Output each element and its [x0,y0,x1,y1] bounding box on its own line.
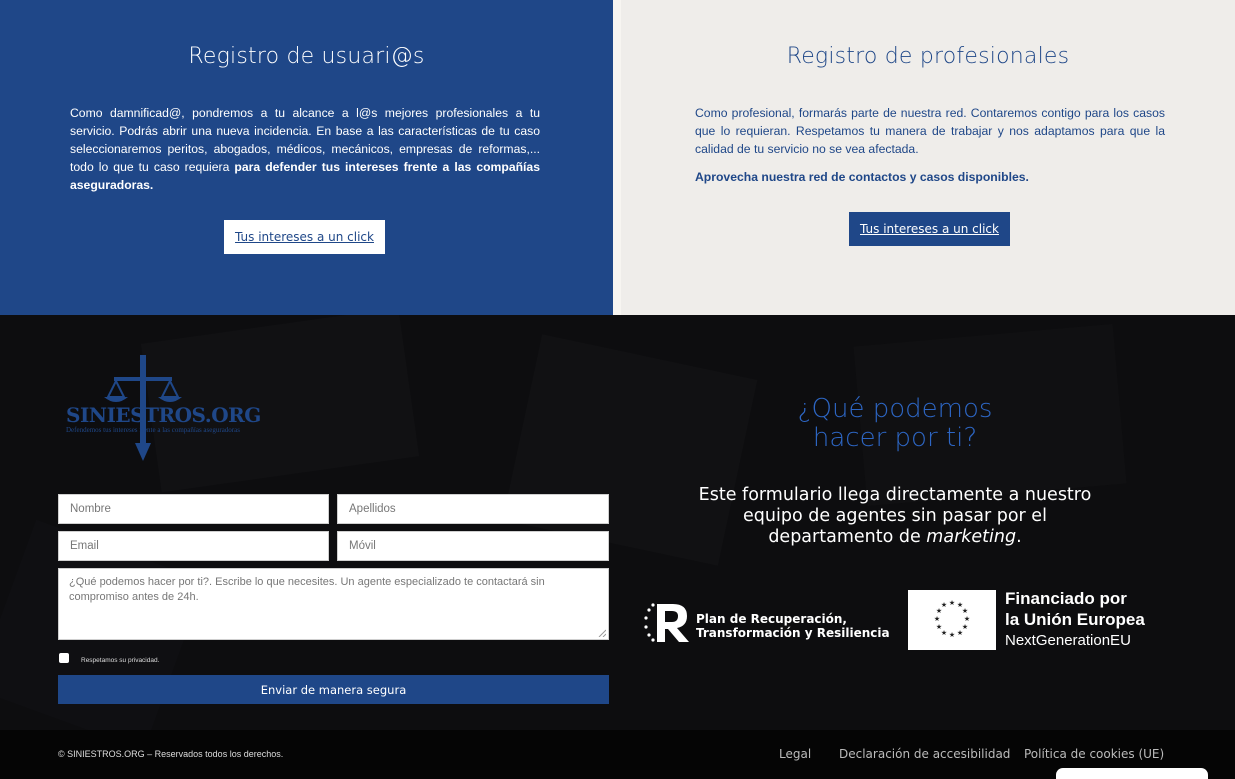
resize-handle-icon[interactable] [598,629,606,637]
contact-desc-emphasis: marketing [926,527,1017,547]
message-placeholder: ¿Qué podemos hacer por ti?. Escribe lo que necesites. Un agente especializado te contactará sin compromiso antes de 24h. [69,576,545,603]
prtr-line2: Transformación y Resiliencia [696,626,890,640]
contact-description [690,485,1100,548]
users-registration-panel [0,0,613,315]
users-panel-title: Registro de usuari@s [188,44,425,69]
svg-text:★: ★ [961,623,969,631]
contact-desc-end: . [1016,527,1022,547]
apellidos-placeholder: Apellidos [349,503,396,515]
siniestros-logo[interactable] [62,355,261,467]
movil-placeholder: Móvil [349,540,376,552]
eu-stars-icon [908,590,996,650]
submit-button[interactable]: Enviar de manera segura [58,675,609,704]
email-input[interactable] [58,531,329,561]
contact-section [0,315,1235,730]
users-panel-description [70,104,540,194]
svg-text:★: ★ [940,601,948,609]
svg-text:★: ★ [948,599,956,607]
nombre-input[interactable] [58,494,329,524]
logo-name: SINIESTROS.ORG [66,403,261,427]
privacy-label: Respetamos su privacidad. [81,657,160,664]
users-panel-body-strong: para defender tus intereses frente a las compañías aseguradoras. [70,160,540,192]
contact-desc-text: Este formulario llega directamente a nuestro equipo de agentes sin pasar por el departamento de [698,485,1092,547]
prtr-logo [643,600,890,644]
svg-text:★: ★ [948,631,956,639]
contact-title: ¿Qué podemos hacer por ti? [797,394,993,453]
footer-link-legal[interactable]: Legal [779,747,812,761]
logo-tagline: Defendemos tus intereses frente a las compañías aseguradoras [66,426,240,434]
eu-funding-text [1005,588,1145,651]
eu-line2: la Unión Europea [1005,610,1145,629]
svg-text:★: ★ [956,601,964,609]
svg-text:★: ★ [961,607,969,615]
message-textarea[interactable] [58,568,609,640]
apellidos-input[interactable] [337,494,609,524]
prtr-text [696,612,890,640]
svg-text:★: ★ [940,629,948,637]
pro-panel-title: Registro de profesionales [786,44,1070,69]
cookie-consent-tab[interactable] [1056,768,1208,779]
prtr-line1: Plan de Recuperación, [696,612,847,626]
svg-text:★: ★ [963,615,971,623]
privacy-checkbox[interactable] [59,653,69,663]
users-panel-body-text: Como damnificad@, pondremos a tu alcance a l@s mejores profesionales a tu servicio. Podrás abrir una nueva incidencia. En base a las características de tu caso seleccionaremos peritos, abogados, médicos, mecánicos, empresas de reformas,... todo lo que tu caso requiera [70,106,540,174]
email-placeholder: Email [70,540,99,552]
nombre-placeholder: Nombre [70,503,111,515]
svg-text:★: ★ [935,623,943,631]
registration-section [0,0,1235,315]
users-register-button[interactable]: Tus intereses a un click [224,220,385,254]
movil-input[interactable] [337,531,609,561]
copyright-text: © SINIESTROS.ORG – Reservados todos los derechos. [58,749,284,759]
footer [0,730,1235,779]
eu-line3: NextGenerationEU [1005,632,1131,649]
panel-divider [613,0,621,315]
eu-flag-icon [908,590,996,650]
professionals-registration-panel [621,0,1235,315]
pro-register-button[interactable]: Tus intereses a un click [849,212,1010,246]
prtr-r-icon [643,600,691,644]
eu-line1: Financiado por [1005,589,1127,608]
footer-link-cookies[interactable]: Política de cookies (UE) [1024,747,1165,761]
pro-panel-highlight: Aprovecha nuestra red de contactos y casos disponibles. [695,170,1029,184]
svg-text:★: ★ [956,629,964,637]
footer-link-accessibility[interactable]: Declaración de accesibilidad [839,747,1011,761]
svg-text:★: ★ [933,615,941,623]
svg-text:★: ★ [935,607,943,615]
pro-panel-description: Como profesional, formarás parte de nuestra red. Contaremos contigo para los casos que lo requieran. Respetamos tu manera de trabajar y nos adaptamos para que la calidad de tu servicio no se vea afectada. [695,106,1165,156]
